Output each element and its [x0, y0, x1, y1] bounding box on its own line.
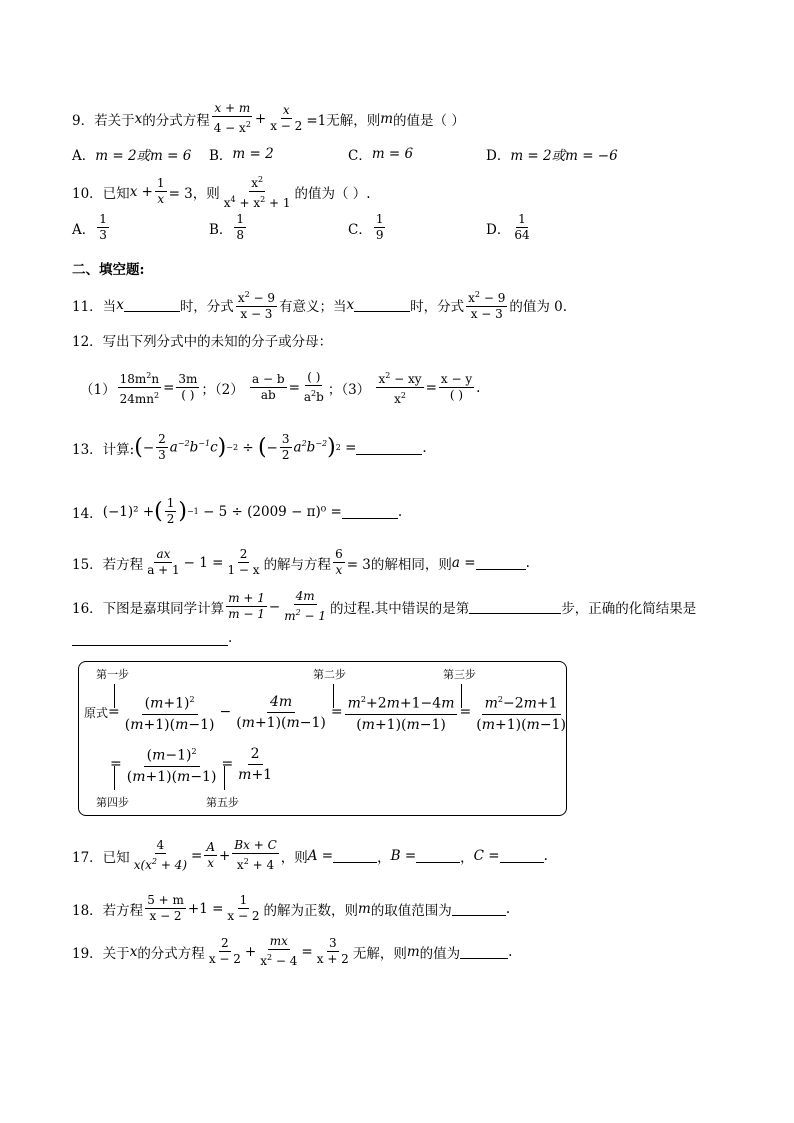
answer-blank[interactable]	[72, 631, 228, 646]
answer-blank[interactable]	[354, 297, 410, 312]
q9-options: A． m = 2或m = 6	[72, 148, 192, 164]
question-9: 9．若关于 x 的分式方程 $\frac{x + m}{4 - x^2}$ + $\frac{x}{x - 2}$ =1无解，则 m 的值是（ ）	[72, 101, 465, 135]
step-label: 第三步	[443, 668, 476, 681]
fraction: $\frac{1}{x}$	[156, 176, 165, 206]
section-heading: 二、填空题:	[72, 262, 145, 278]
fraction: $\frac{x + m}{4 - x^2}$	[213, 101, 251, 135]
fraction: $\frac{x}{x - 2}$	[270, 103, 303, 133]
step-label: 第一步	[96, 668, 129, 681]
fraction: $\frac{x^2}{x^4 + x^2 + 1}$	[222, 172, 293, 211]
q10-option-a: A． $\frac{1}{3}$	[72, 212, 107, 242]
question-12: 12．写出下列分式中的未知的分子或分母：	[72, 334, 333, 350]
solution-row-1: 原式 = $(m+1)^2$ (m+1)(m−1) − 4m (m+1)(m−1) = $m^2+2m+1-4m$ (m+1)(m−1) = $m^2-2m+1$ (m+1)(m−1)	[84, 690, 571, 735]
step-label: 第四步	[96, 796, 129, 809]
q10-option-c: C． $\frac{1}{9}$	[348, 212, 384, 242]
step-label: 第五步	[206, 796, 239, 809]
question-16-line2: .	[72, 630, 232, 646]
question-10: 10．已知 x + $\frac{1}{x}$ = 3，则 $\frac{x^2}{x^4 + x^2 + 1}$ 的值为（ ）.	[72, 172, 371, 211]
q9-option-d: D． m = 2或m = −6	[486, 148, 618, 164]
question-14: 14． (−1)² + ( $\frac{1}{2}$ ) −1 − 5 ÷ (2009 − π)⁰ = .	[72, 496, 403, 526]
q9-option-b: B． m = 2	[209, 146, 274, 164]
question-18: 18．若方程 $\frac{5 + m}{x - 2}$ +1 = $\frac{1}{x - 2}$ 的解为正数，则 m 的取值范围为 .	[72, 893, 511, 923]
answer-blank[interactable]	[342, 504, 398, 519]
solution-box	[78, 661, 567, 816]
question-17: 17．已知 $\frac{4}{x(x^2 + 4)}$ = $\frac{A}{x}$ + $\frac{Bx + C}{x^2 + 4}$ ，则 A = ， B = ， C = .	[72, 838, 548, 872]
answer-blank[interactable]	[124, 297, 180, 312]
answer-blank[interactable]	[476, 555, 526, 570]
question-16: 16．下图是嘉琪同学计算 $\frac{m + 1}{m - 1}$ − $\frac{4m}{m^2 - 1}$ 的过程.其中错误的是第 步，正确的化简结果是	[72, 589, 697, 623]
q10-option-d: D． $\frac{1}{64}$	[486, 212, 530, 242]
answer-blank[interactable]	[452, 901, 506, 916]
question-12-parts: （1） $\frac{18m^2n}{24mn^2}$ = $\frac{3m}{( )}$ ；（2） $\frac{a - b}{ab}$ = $\frac{( )}{a^2b}$ ；（3） $\frac{x^2 - xy}{x^2}$ = $\frac{x - y}{( )}$ .	[80, 370, 481, 406]
question-13: 13．计算: ( − $\frac{2}{3}$ $a^{-2}b^{-1}c$ ) −2 ÷ ( − $\frac{3}{2}$ $a^2b^{-2}$ ) 2 = .	[72, 432, 427, 462]
question-19: 19．关于 x 的分式方程 $\frac{2}{x - 2}$ + $\frac{mx}{x^2 - 4}$ = $\frac{3}{x + 2}$ 无解，则 m 的值为 .	[72, 934, 513, 968]
answer-blank[interactable]	[416, 848, 460, 863]
q9-option-c: C． m = 6	[348, 146, 414, 164]
q10-option-b: B． $\frac{1}{8}$	[209, 212, 245, 242]
answer-blank[interactable]	[333, 848, 377, 863]
solution-row-2: = $(m-1)^2$ (m+1)(m−1) = 2 m+1	[110, 742, 277, 787]
answer-blank[interactable]	[469, 599, 561, 614]
answer-blank[interactable]	[356, 440, 422, 455]
step-label: 第二步	[313, 668, 346, 681]
answer-blank[interactable]	[460, 944, 508, 959]
question-11: 11．当 x 时，分式 $\frac{x^2 - 9}{x - 3}$ 有意义；当 x 时，分式 $\frac{x^2 - 9}{x - 3}$ 的值为 0.	[72, 287, 567, 322]
question-15: 15．若方程 $\frac{ax}{a + 1}$ − 1 = $\frac{2}{1 - x}$ 的解与方程 $\frac{6}{x}$ = 3的解相同，则 a = .	[72, 547, 530, 577]
answer-blank[interactable]	[500, 848, 544, 863]
